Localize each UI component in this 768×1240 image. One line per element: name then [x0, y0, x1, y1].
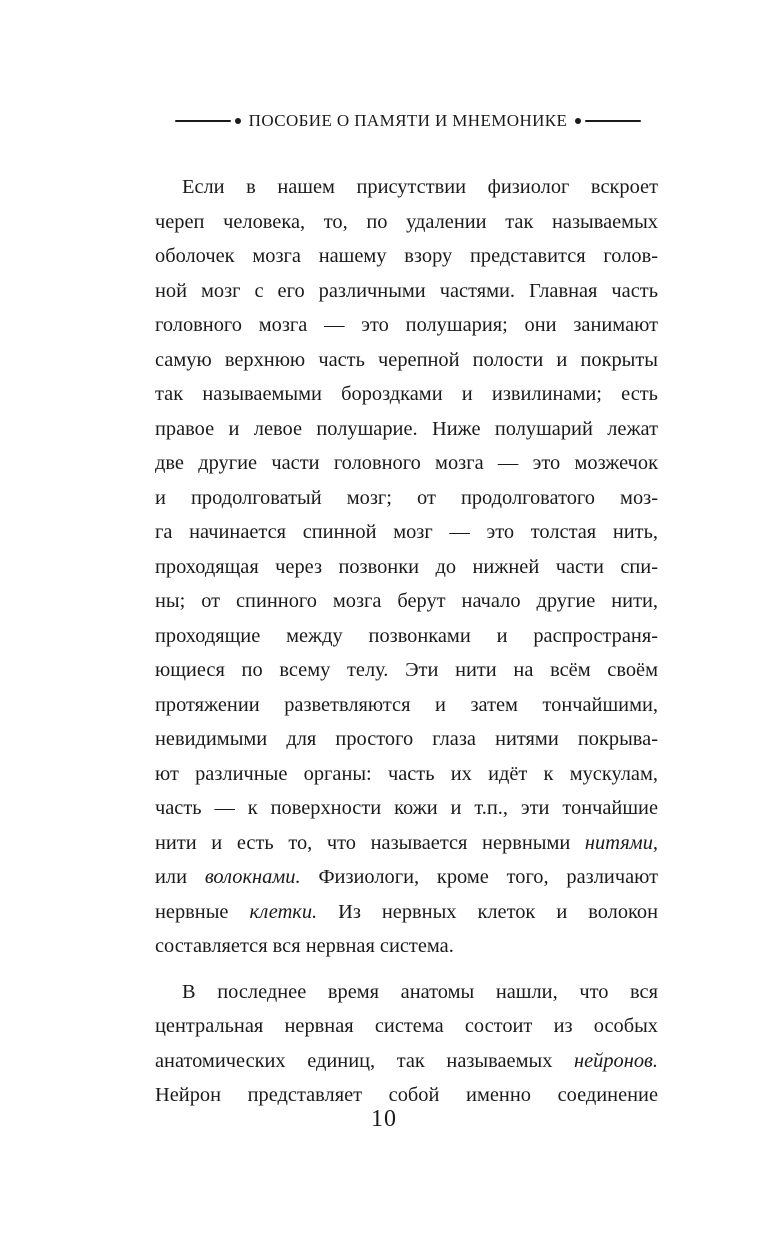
body-text: [155, 170, 658, 1113]
text-line: череп человека, то, по удалении так называемых: [155, 210, 658, 233]
text-line: В последнее время анатомы нашли, что вся: [182, 980, 658, 1003]
text-line: оболочек мозга нашему взору представится голов-: [155, 245, 658, 267]
text-line: ной мозг с его различными частями. Главная часть: [155, 279, 658, 302]
text-line: две другие части головного мозга — это мозжечок: [155, 452, 658, 474]
text-line: проходящая через позвонки до нижней части спи-: [155, 555, 658, 578]
emphasis-text: нитями,: [584, 831, 658, 854]
text-segment: Физиологи, кроме того, различают: [300, 866, 659, 888]
text-line: га начинается спинной мозг — это толстая нить,: [155, 521, 658, 543]
text-line: проходящие между позвонками и распространя-: [155, 624, 658, 647]
text-line: ют различные органы: часть их идёт к мускулам,: [155, 762, 658, 785]
text-line: самую верхнюю часть черепной полости и покрыты: [155, 348, 658, 371]
text-line: так называемыми бороздками и извилинами; есть: [155, 383, 658, 405]
running-head: [158, 108, 658, 134]
text-segment: нервные: [155, 900, 250, 923]
emphasis-text: нейронов.: [573, 1049, 658, 1072]
text-line: [155, 826, 658, 861]
text-line: [155, 895, 658, 930]
text-line: Если в нашем присутствии физиолог вскроет: [182, 176, 658, 198]
text-line: составляется вся нервная система.: [155, 935, 454, 957]
running-head-title: ПОСОБИЕ О ПАМЯТИ И МНЕМОНИКЕ: [248, 111, 568, 130]
text-line: ющиеся по всему телу. Эти нити на всём своём: [155, 659, 658, 681]
text-line: Нейрон представляет собой именно соединение: [155, 1084, 658, 1106]
text-line: правое и левое полушарие. Ниже полушарий лежат: [155, 417, 658, 440]
emphasis-text: волокнами.: [204, 866, 301, 888]
text-line: [155, 1044, 658, 1079]
ornament-left-icon: [175, 116, 241, 126]
text-segment: Из нервных клеток и волокон: [317, 900, 658, 923]
text-segment: анатомических единиц, так называемых: [155, 1049, 574, 1072]
ornament-right-icon: [575, 116, 641, 126]
emphasis-text: клетки.: [249, 900, 318, 923]
text-line: головного мозга — это полушария; они занимают: [155, 314, 658, 336]
text-line: и продолговатый мозг; от продолговатого моз-: [155, 486, 658, 509]
text-line: [155, 860, 658, 895]
text-line: невидимыми для простого глаза нитями покрыва-: [155, 728, 658, 750]
page-number: 10: [371, 1106, 397, 1132]
text-segment: или: [155, 866, 205, 888]
text-segment: нити и есть то, что называется нервными: [155, 831, 585, 854]
paragraph-gap: [155, 964, 658, 975]
text-line: часть — к поверхности кожи и т.п., эти тончайшие: [155, 797, 658, 819]
text-line: протяжении разветвляются и затем тончайшими,: [155, 693, 658, 716]
text-line: центральная нервная система состоит из особых: [155, 1015, 658, 1037]
text-line: ны; от спинного мозга берут начало другие нити,: [155, 590, 658, 612]
